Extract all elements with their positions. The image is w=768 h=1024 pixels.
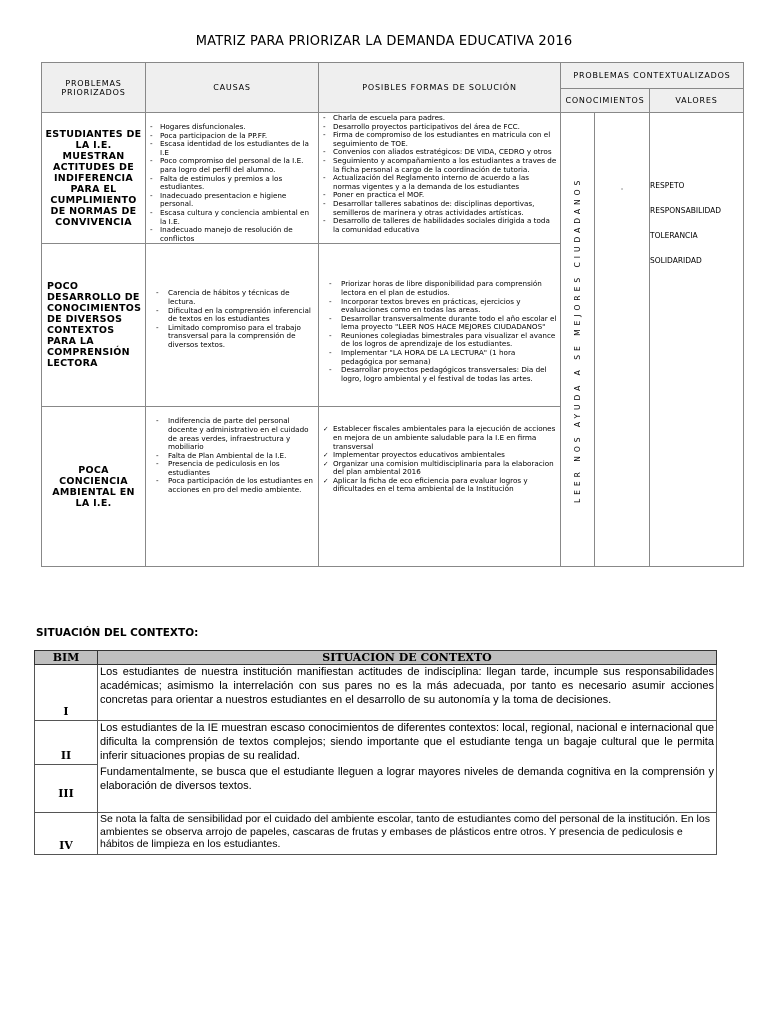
causa-item: - Carencia de hábitos y técnicas de lectura. (146, 289, 316, 306)
causas-list (146, 289, 318, 349)
soluciones-list (319, 114, 560, 234)
valor-respeto: RESPETO (650, 181, 685, 190)
header-conocimientos: CONOCIMIENTOS (561, 89, 650, 113)
problema-1: ESTUDIANTES DE LA I.E. MUESTRAN ACTITUDES DE INDIFERENCIA PARA EL CUMPLIMIENTO DE NORMAS DE CONVIVENCIA (42, 113, 146, 244)
solucion-item: - Priorizar horas de libre disponibilidad para comprensión lectora en el plan de estudios. (319, 280, 558, 297)
soluciones-list (319, 425, 560, 494)
solucion-item: ✓ Organizar una comision multidisciplinaria para la elaboracion del plan ambiental 2016 (319, 460, 558, 477)
problema-2: POCO DESARROLLO DE CONOCIMIENTOS DE DIVERSOS CONTEXTOS PARA LA COMPRENSIÓN LECTORA (42, 244, 146, 407)
causa-item: - Dificultad en la comprensión inferencial de textos en los estudiantes (146, 307, 316, 324)
causas-list (146, 417, 318, 494)
solucion-item: - Seguimiento y acompañamiento a los estudiantes a traves de la ficha personal a cargo de la coordinación de tutoria. (319, 157, 558, 174)
solucion-item: - Desarrollar proyectos pedagógicos transversales: Dia del logro, logro ambiental y el festival de todas las artes. (319, 366, 558, 383)
conocimientos-mark: · (620, 185, 624, 194)
causa-item: - Inadecuado presentacion e higiene personal. (146, 192, 316, 209)
causa-item: - Escasa identidad de los estudiantes de la I.E (146, 140, 316, 157)
section-title-contexto: SITUACIÓN DEL CONTEXTO: (36, 627, 199, 639)
solucion-item: - Convenios con aliados estratégicos: DE VIDA, CEDRO y otros (319, 148, 558, 157)
solucion-item: - Desarrollo de talleres de habilidades sociales dirigida a toda la comunidad educativa (319, 217, 558, 234)
soluciones-1 (319, 113, 561, 244)
causas-1 (146, 113, 319, 244)
problema-3: POCA CONCIENCIA AMBIENTAL EN LA I.E. (42, 407, 146, 567)
bim-cell: III (35, 765, 98, 813)
soluciones-list (319, 280, 560, 383)
solucion-item: - Desarrollar talleres sabatinos de: disciplinas deportivas, semilleros de marinera y otras actividades artísticas. (319, 200, 558, 217)
causa-item: - Falta de estimulos y premios a los estudiantes. (146, 175, 316, 192)
valor-tolerancia: TOLERANCIA (650, 231, 698, 240)
solucion-item: - Incorporar textos breves en prácticas, ejercicios y evaluaciones como en todas las areas. (319, 298, 558, 315)
bim-cell: IV (35, 813, 98, 855)
solucion-item: - Reuniones colegiadas bimestrales para visualizar el avance de los logros de aprendizaje de los estudiantes. (319, 332, 558, 349)
bim-cell: II (35, 721, 98, 765)
solucion-item: ✓ Aplicar la ficha de eco eficiencia para evaluar logros y dificultades en el tema ambiental de la Institución (319, 477, 558, 494)
solucion-item: - Poner en practica el MOF. (319, 191, 558, 200)
header-causas: CAUSAS (146, 63, 319, 113)
causa-item: - Poco compromiso del personal de la I.E. para logro del perfil del alumno. (146, 157, 316, 174)
solucion-item: - Actualización del Reglamento interno de acuerdo a las normas vigentes y a la demanda de los estudiantes (319, 174, 558, 191)
causa-item: - Indiferencia de parte del personal docente y administrativo en el cuidado de areas verdes, infraestructura y mobiliario (146, 417, 316, 451)
causa-item: - Presencia de pediculosis en los estudiantes (146, 460, 316, 477)
valor-responsabilidad: RESPONSABILIDAD (650, 206, 722, 215)
header-valores: VALORES (650, 89, 744, 113)
causa-item: - Hogares disfuncionales. (146, 123, 316, 132)
solucion-item: - Implementar "LA HORA DE LA LECTURA" (1 hora pedagógica por semana) (319, 349, 558, 366)
lema-vertical-cell (561, 113, 595, 567)
solucion-item: - Desarrollo proyectos participativos del área de FCC. (319, 123, 558, 132)
soluciones-3 (319, 407, 561, 567)
bim-cell: I (35, 665, 98, 721)
header-problemas: PROBLEMAS PRIORIZADOS (42, 63, 146, 113)
situacion-cell: Los estudiantes de nuestra institución manifiestan actitudes de indisciplina: llegan tarde, incumple sus responsabilidades académicas; asimismo la interrelación con sus pares no es la más adecuada, por tanto es necesario asumir acciones concretas para orientar a nuestros estudiantes en el desarrollo de su autonomía y la toma de decisiones. (98, 665, 717, 721)
causa-item: - Falta de Plan Ambiental de la I.E. (146, 452, 316, 461)
header-contextualizados: PROBLEMAS CONTEXTUALIZADOS (561, 63, 744, 89)
causas-2 (146, 244, 319, 407)
valor-solidaridad: SOLIDARIDAD (650, 256, 702, 265)
causa-item: - Limitado compromiso para el trabajo transversal para la comprensión de diversos textos. (146, 324, 316, 350)
valores-cell (650, 113, 744, 567)
table-row (35, 765, 717, 813)
causa-item: - Poca participacion de la PP.FF. (146, 132, 316, 141)
header-situacion: SITUACION DE CONTEXTO (98, 651, 717, 665)
table-row (35, 813, 717, 855)
soluciones-2 (319, 244, 561, 407)
header-soluciones: POSIBLES FORMAS DE SOLUCIÓN (319, 63, 561, 113)
table-row (35, 721, 717, 765)
solucion-item: ✓ Establecer fiscales ambientales para la ejecución de acciones en mejora de un ambiente saludable para la I.E en firma transversal (319, 425, 558, 451)
causas-list (146, 123, 318, 243)
situacion-cell: Los estudiantes de la IE muestran escaso conocimientos de diferentes contextos: local, regional, nacional e internacional que dificulta la comprensión de textos complejos; siendo importante que el estudiante tenga un bagaje cultural que le permita inferir situaciones propias de su realidad. (98, 721, 717, 765)
context-table (34, 650, 717, 855)
causa-item: - Escasa cultura y conciencia ambiental en la I.E. (146, 209, 316, 226)
page-title: MATRIZ PARA PRIORIZAR LA DEMANDA EDUCATIVA 2016 (195, 34, 573, 49)
causa-item: - Poca participación de los estudiantes en acciones en pro del medio ambiente. (146, 477, 316, 494)
solucion-item: - Firma de compromiso de los estudiantes en matricula con el seguimiento de TOE. (319, 131, 558, 148)
causas-3 (146, 407, 319, 567)
situacion-cell: Fundamentalmente, se busca que el estudiante lleguen a lograr mayores niveles de demanda cognitiva en la comprensión y elaboración de diversos textos. (98, 765, 717, 813)
header-bim: BIM (35, 651, 98, 665)
lema-vertical: LEER NOS AYUDA A SE MEJORES CIUDADANOS (573, 176, 582, 503)
solucion-item: - Desarrollar transversalmente durante todo el año escolar el lema proyecto "LEER NOS HACE MEJORES CIUDADANOS" (319, 315, 558, 332)
table-row (35, 665, 717, 721)
causa-item: - Inadecuado manejo de resolución de conflictos (146, 226, 316, 243)
situacion-cell: Se nota la falta de sensibilidad por el cuidado del ambiente escolar, tanto de estudiantes como del personal de la institución. En los ambientes se observa arrojo de papeles, cascaras de frutas y embases de plásticos entre otros. Y presencia de pediculosis e hábitos de limpieza en los estudiantes. (98, 813, 717, 855)
priority-matrix-table (41, 62, 744, 567)
solucion-item: - Charla de escuela para padres. (319, 114, 558, 123)
solucion-item: ✓ Implementar proyectos educativos ambientales (319, 451, 558, 460)
conocimientos-cell (595, 113, 650, 567)
